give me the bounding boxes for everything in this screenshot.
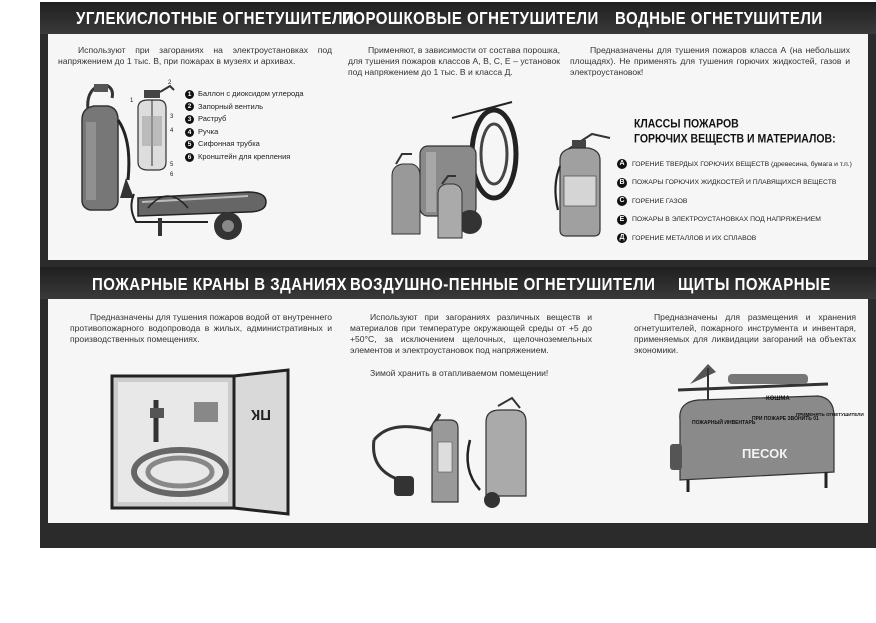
co2-cutaway-diagram [126, 80, 186, 180]
class-letter: А [617, 159, 627, 169]
class-letter: В [617, 178, 627, 188]
shield-call-label: ПРИ ПОЖАРЕ ЗВОНИТЬ 01 [752, 416, 819, 422]
water-extinguisher-illustration [552, 126, 612, 238]
fire-hydrant-cabinet [110, 372, 292, 514]
text-co2: Используют при загораниях на электроустановках под напряжением до 1 тыс. В, при пожарах в музеях и архивах. [58, 45, 332, 66]
diagram-number: 5 [170, 162, 174, 168]
diagram-number: 3 [170, 114, 174, 120]
text-shields: Предназначены для размещения и хранения огнетушителей, пожарного инструмента и инвентаря, применяемых для ликвидации загораний на объектах экономики. [634, 312, 856, 355]
diagram-number: 2 [168, 80, 172, 86]
legend-number: 4 [185, 128, 194, 137]
legend-number: 1 [185, 90, 194, 99]
class-letter: С [617, 196, 627, 206]
text-water: Предназначены для тушения пожаров класса А (на небольших площадях). Не применять для тушения горючих жидкостей, газов и электроустановок! [570, 45, 850, 77]
header-hydrants: ПОЖАРНЫЕ КРАНЫ В ЗДАНИЯХ [92, 275, 348, 295]
powder-extinguishers-illustration [382, 98, 522, 244]
fire-class-row [617, 155, 852, 174]
header-co2: УГЛЕКИСЛОТНЫЕ ОГНЕТУШИТЕЛИ [76, 9, 355, 29]
legend-number: 6 [185, 153, 194, 162]
header-foam: ВОЗДУШНО-ПЕННЫЕ ОГНЕТУШИТЕЛИ [350, 275, 656, 295]
fire-class-row [617, 211, 852, 230]
safety-poster [40, 2, 876, 548]
fire-class-row [617, 192, 852, 211]
header-water: ВОДНЫЕ ОГНЕТУШИТЕЛИ [615, 9, 823, 29]
cabinet-label: ПК [251, 406, 271, 423]
shield-sand-label: ПЕСОК [742, 446, 788, 461]
diagram-number: 6 [170, 172, 174, 178]
shield-extinguishers-label: ПРИМЕНЯТЬ ОГНЕТУШИТЕЛИ [796, 412, 864, 417]
legend-row [185, 151, 304, 164]
header-powder: ПОРОШКОВЫЕ ОГНЕТУШИТЕЛИ [342, 9, 599, 29]
legend-row [185, 138, 304, 151]
shield-cover-label: КОШМА [766, 396, 790, 402]
legend-row [185, 88, 304, 101]
class-label: ГОРЕНИЕ ГАЗОВ [632, 197, 688, 205]
foam-extinguishers-illustration [370, 400, 550, 510]
text-hydrants: Предназначены для тушения пожаров водой от внутреннего противопожарного водопровода в жилых, административных и производственных помещениях. [70, 312, 332, 344]
diagram-number: 1 [130, 98, 134, 104]
text-foam: Используют при загораниях различных веществ и материалов при температуре окружающей среды от +5 до +50°С, за исключением щелочных, щелочноземельных элементов и электроустановок под напряжением. [350, 312, 592, 355]
class-letter: Е [617, 215, 627, 225]
class-label: ПОЖАРЫ ГОРЮЧИХ ЖИДКОСТЕЙ И ПЛАВЯЩИХСЯ ВЕЩЕСТВ [632, 179, 837, 187]
fire-class-row [617, 229, 852, 248]
co2-parts-legend [185, 88, 304, 164]
class-label: ПОЖАРЫ В ЭЛЕКТРОУСТАНОВКАХ ПОД НАПРЯЖЕНИЕМ [632, 216, 821, 224]
legend-number: 2 [185, 102, 194, 111]
text-powder: Применяют, в зависимости от состава порошка, для тушения пожаров классов А, В, С, Е – установок под напряжением до 1 тыс. В и класса Д. [348, 45, 560, 77]
legend-row [185, 113, 304, 126]
class-label: ГОРЕНИЕ МЕТАЛЛОВ И ИХ СПЛАВОВ [632, 234, 757, 242]
legend-label: Сифонная трубка [198, 139, 260, 149]
fire-classes-list [617, 155, 852, 248]
legend-row [185, 126, 304, 139]
fire-classes-title-line: КЛАССЫ ПОЖАРОВ [634, 117, 739, 131]
text-foam-note: Зимой хранить в отапливаемом помещении! [370, 368, 549, 378]
fire-classes-title-line: ГОРЮЧИХ ВЕЩЕСТВ И МАТЕРИАЛОВ: [634, 131, 836, 146]
legend-label: Ручка [198, 126, 219, 136]
legend-label: Кронштейн для крепления [198, 151, 291, 161]
class-letter: Д [617, 233, 627, 243]
legend-label: Запорный вентиль [198, 101, 264, 111]
class-label: ГОРЕНИЕ ТВЕРДЫХ ГОРЮЧИХ ВЕЩЕСТВ (древесина, бумага и т.п.) [632, 160, 852, 168]
legend-label: Баллон с диоксидом углерода [198, 89, 304, 98]
diagram-number: 4 [170, 128, 174, 134]
co2-mobile-extinguisher [128, 178, 278, 244]
bottom-edge [40, 523, 876, 548]
shield-inventory-label: ПОЖАРНЫЙ ИНВЕНТАРЬ [692, 420, 756, 426]
legend-number: 5 [185, 140, 194, 149]
legend-row [185, 101, 304, 114]
fire-class-row [617, 174, 852, 193]
legend-label: Раструб [198, 114, 227, 124]
fire-shield-illustration [668, 364, 864, 496]
header-shields: ЩИТЫ ПОЖАРНЫЕ [678, 275, 831, 295]
fire-classes-title [634, 117, 836, 147]
legend-number: 3 [185, 115, 194, 124]
